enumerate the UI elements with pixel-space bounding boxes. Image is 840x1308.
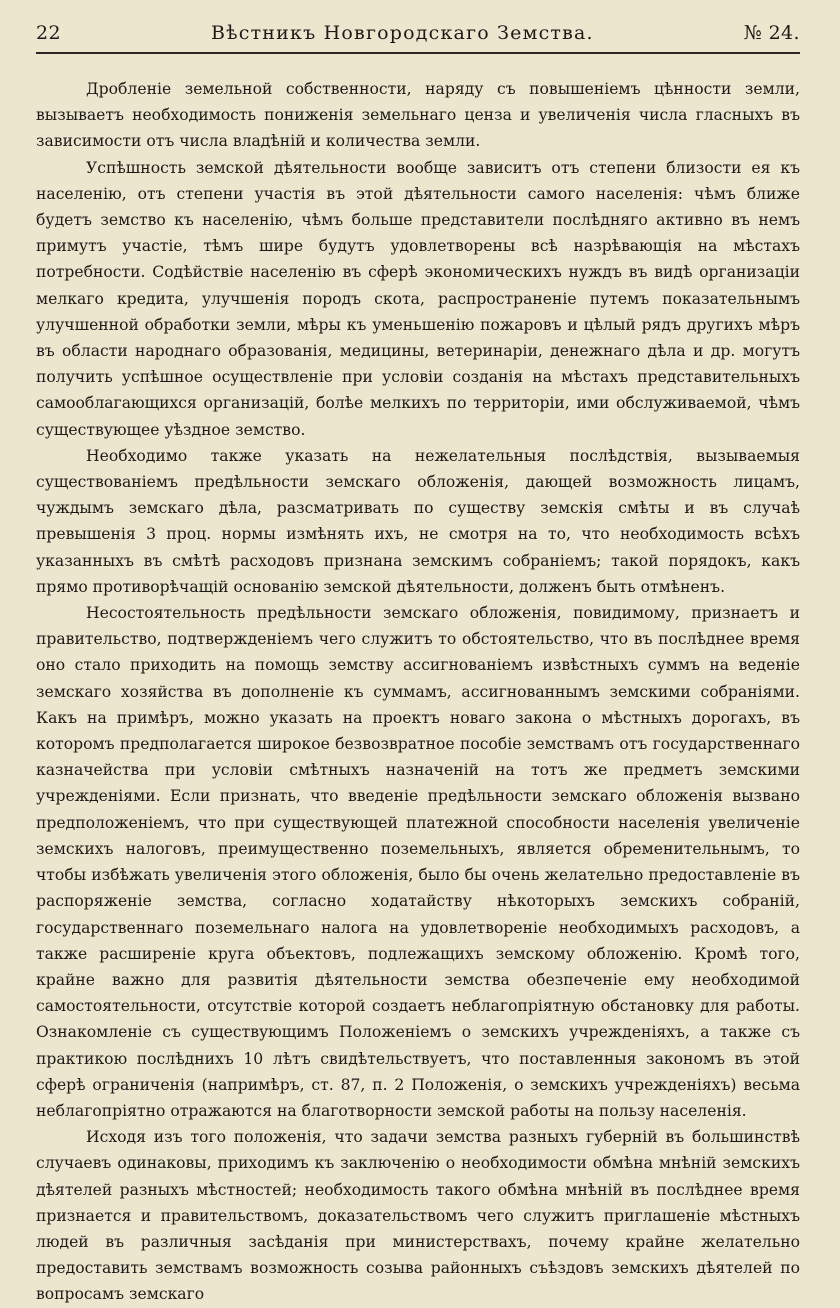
paragraph: Несостоятельность предѣльности земскаго обложенія, повидимому, признаетъ и правительство, подтвержденіемъ чего служитъ то обстоятельство, что въ послѣднее время оно стало приходить на помощь земству ассигнованіемъ извѣстныхъ суммъ на веденіе земскаго хозяйства въ дополненіе къ суммамъ, ассигнованнымъ земскими собраніями. Какъ на примѣръ, можно указать на проектъ новаго закона о мѣстныхъ дорогахъ, въ которомъ предполагается широкое безвозвратное пособіе земствамъ отъ государственнаго казначейства при условіи смѣтныхъ назначеній на тотъ же предметъ земскими учрежденіями. Если признать, что введеніе предѣльности земскаго обложенія вызвано предположеніемъ, что при существующей платежной способности населенія увеличеніе земскихъ налоговъ, преимущественно поземельныхъ, является обременительнымъ, то чтобы избѣжать увеличенія этого обложенія, было бы очень желательно предоставленіе въ распоряженіе земства, согласно ходатайству нѣкоторыхъ земскихъ собраній, государственнаго поземельнаго налога на удовлетвореніе необходимыхъ расходовъ, а также расширеніе круга объектовъ, подлежащихъ земскому обложенію. Кромѣ того, крайне важно для развитія дѣятельности земства обезпеченіе ему необходимой самостоятельности, отсутствіе которой создаетъ неблагопріятную обстановку для работы. Ознакомленіе съ существующимъ Положеніемъ о земскихъ учрежденіяхъ, а также съ практикою послѣднихъ 10 лѣтъ свидѣтельствуетъ, что поставленныя закономъ въ этой сферѣ ограниченія (напримѣръ, ст. 87, п. 2 Положенія, о земскихъ учрежденіяхъ) весьма неблагопріятно отражаются на благотворности земской работы на пользу населенія. [36,604,800,1120]
paragraph: Успѣшность земской дѣятельности вообще зависитъ отъ степени близости ея къ населенію, отъ степени участія въ этой дѣятельности самого населенія: чѣмъ ближе будетъ земство къ населенію, чѣмъ больше представители послѣдняго активно въ немъ примутъ участіе, тѣмъ шире будутъ удовлетворены всѣ назрѣвающія на мѣстахъ потребности. Содѣйствіе населенію въ сферѣ экономическихъ нуждъ въ видѣ организаціи мелкаго кредита, улучшенія породъ скота, распространеніе путемъ показательнымъ улучшенной обработки земли, мѣры къ уменьшенію пожаровъ и цѣлый рядъ другихъ мѣръ въ области народнаго образованія, медицины, ветеринаріи, денежнаго дѣла и др. могутъ получить успѣшное осуществленіе при условіи созданія на мѣстахъ представительныхъ самооблагающихся организацій, болѣе мелкихъ по территоріи, ими обслуживаемой, чѣмъ существующее уѣздное земство. [36,158,800,439]
article-body [36,76,800,1308]
paragraph: Исходя изъ того положенія, что задачи земства разныхъ губерній въ большинствѣ случаевъ одинаковы, приходимъ къ заключенію о необходимости обмѣна мнѣній земскихъ дѣятелей разныхъ мѣстностей; необходимость такого обмѣна мнѣній въ послѣднее время признается и правительствомъ, доказательствомъ чего служитъ приглашеніе мѣстныхъ людей въ различныя засѣданія при министерствахъ, почему крайне желательно предоставить земствамъ возможность созыва районныхъ съѣздовъ земскихъ дѣятелей по вопросамъ земскаго [36,1128,800,1304]
running-header [36,22,800,54]
issue-number: № 24. [743,22,800,44]
paragraph: Дробленіе земельной собственности, наряду съ повышеніемъ цѣнности земли, вызываетъ необходимость пониженія земельнаго ценза и увеличенія числа гласныхъ въ зависимости отъ числа владѣній и количества земли. [36,80,800,151]
journal-title: Вѣстникъ Новгородскаго Земства. [210,22,594,44]
paragraph: Необходимо также указать на нежелательныя послѣдствія, вызываемыя существованіемъ предѣльности земскаго обложенія, дающей возможность лицамъ, чуждымъ земскаго дѣла, разсматривать по существу земскія смѣты и въ случаѣ превышенія 3 проц. нормы измѣнять ихъ, не смотря на то, что необходимость всѣхъ указанныхъ въ смѣтѣ расходовъ признана земскимъ собраніемъ; такой порядокъ, какъ прямо противорѣчащій основанію земской дѣятельности, долженъ быть отмѣненъ. [36,446,800,596]
page-number: 22 [36,22,61,44]
